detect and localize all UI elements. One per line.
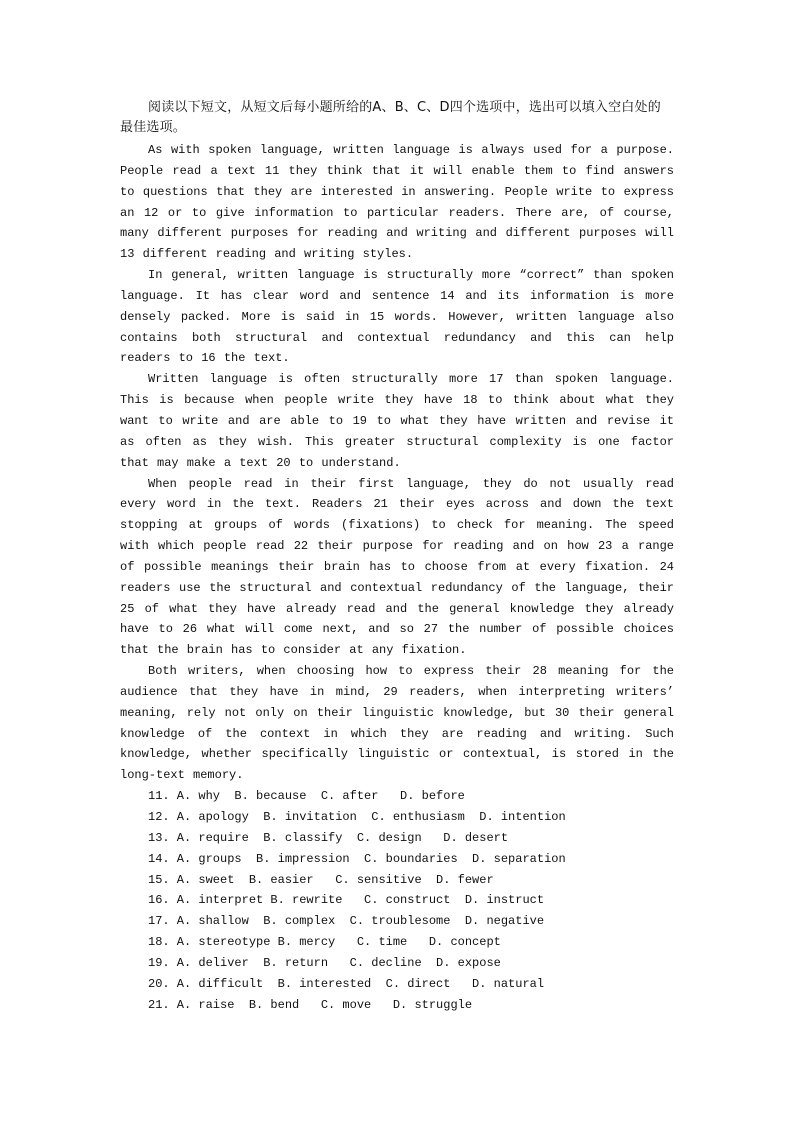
question-12-options: 12. A. apology B. invitation C. enthusiasm D. intention	[148, 810, 566, 824]
question-11-options: 11. A. why B. because C. after D. before	[148, 789, 465, 804]
question-20-options: 20. A. difficult B. interested C. direct D. natural	[148, 976, 545, 991]
passage-paragraph-3: Written language is often structurally more 17 than spoken language. This is because when people write they have 18 to think about what they want to write and are able to 19 to what they have written and revise it as often as they wish. This greater structural complexity is one factor that may make a text 20 to understand.	[120, 372, 674, 470]
answer-options	[120, 786, 674, 1015]
question-21-options: 21. A. raise B. bend C. move D. struggle	[148, 997, 473, 1012]
question-18-options: 18. A. stereotype B. mercy C. time D. concept	[148, 935, 501, 950]
question-19-options: 19. A. deliver B. return C. decline D. expose	[148, 955, 501, 970]
passage-paragraph-5: Both writers, when choosing how to express their 28 meaning for the audience that they have in mind, 29 readers, when interpreting writers’ meaning, rely not only on their linguistic knowledge, but 30 their general knowledge of the context in which they are reading and writing. Such knowledge, whether specifically linguistic or contextual, is stored in the long-text memory.	[120, 664, 674, 783]
question-15-options: 15. A. sweet B. easier C. sensitive D. fewer	[148, 872, 494, 887]
question-16-options: 16. A. interpret B. rewrite C. construct D. instruct	[148, 893, 545, 908]
question-14-options: 14. A. groups B. impression C. boundaries D. separation	[148, 851, 566, 866]
question-17-options: 17. A. shallow B. complex C. troublesome D. negative	[148, 914, 545, 929]
passage-paragraph-2: In general, written language is structurally more “correct” than spoken language. It has clear word and sentence 14 and its information is more densely packed. More is said in 15 words. However, written language also contains both structural and contextual redundancy and this can help readers to 16 the text.	[120, 268, 674, 366]
instructions: 阅读以下短文，从短文后每小题所给的A、B、C、D四个选项中，选出可以填入空白处的最佳选项。	[120, 100, 661, 135]
passage-paragraph-1: As with spoken language, written language is always used for a purpose. People read a text 11 they think that it will enable them to find answers to questions that they are interested in answering. People write to express an 12 or to give information to particular readers. There are, of course, many different purposes for reading and writing and different purposes will 13 different reading and writing styles.	[120, 143, 674, 262]
passage-paragraph-4: When people read in their first language, they do not usually read every word in the text. Readers 21 their eyes across and down the text stopping at groups of words (fixations) to check for meaning. The speed with which people read 22 their purpose for reading and on how 23 a range of possible meanings their brain has to choose from at every fixation. 24 readers use the structural and contextual redundancy of the language, their 25 of what they have already read and the general knowledge they already have to 26 what will come next, and so 27 the number of possible choices that the brain has to consider at any fixation.	[120, 476, 674, 658]
document-page	[120, 98, 674, 1015]
question-13-options: 13. A. require B. classify C. design D. desert	[148, 830, 509, 845]
